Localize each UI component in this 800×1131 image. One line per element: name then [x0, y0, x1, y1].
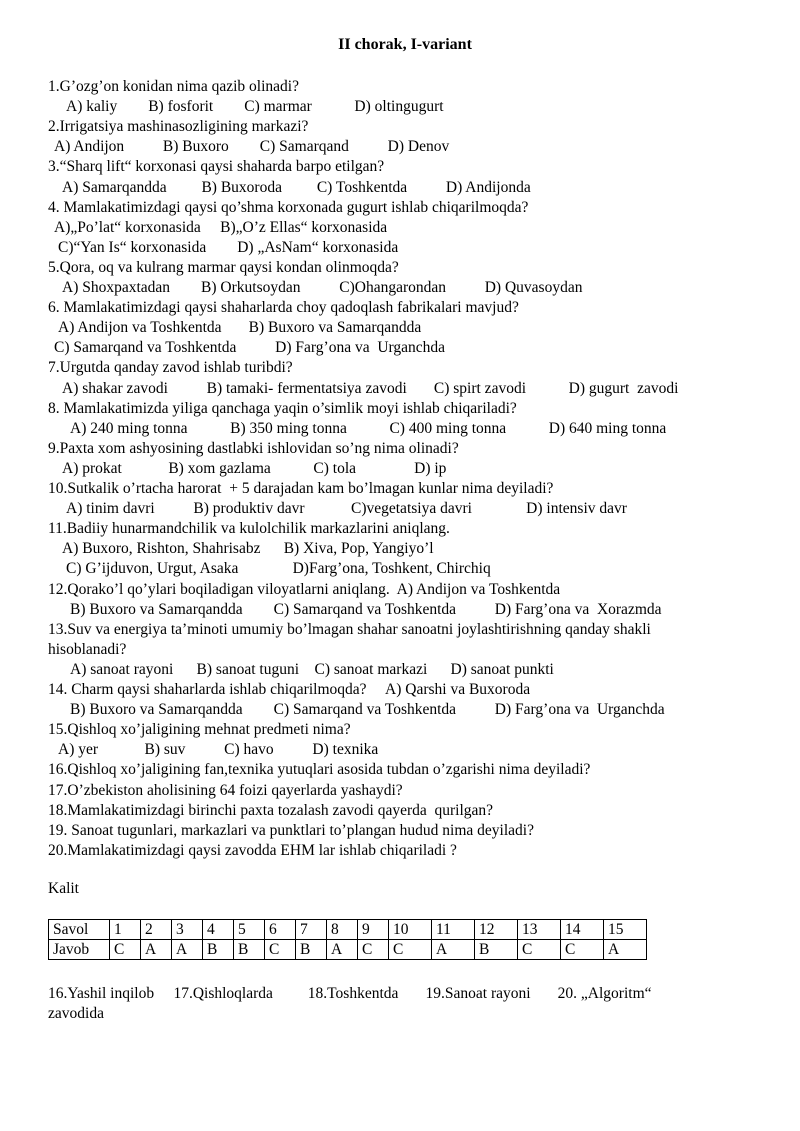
- key-answer-letter: A: [432, 940, 475, 960]
- question-line: A) Buxoro, Rishton, Shahrisabz B) Xiva, Pop, Yangiyo’l: [62, 540, 434, 558]
- question-line: 19. Sanoat tugunlari, markazlari va punktlari to’plangan hudud nima deyiladi?: [48, 821, 534, 839]
- key-question-number: 2: [141, 920, 172, 940]
- question-line: A) Samarqandda B) Buxoroda C) Toshkentda D) Andijonda: [62, 178, 531, 196]
- key-answer-letter: A: [141, 940, 172, 960]
- question-line: A) prokat B) xom gazlama C) tola D) ip: [62, 459, 447, 477]
- question-line: 12.Qorako’l qo’ylari boqiladigan viloyatlarni aniqlang. A) Andijon va Toshkentda: [48, 580, 561, 598]
- question-line: A) sanoat rayoni B) sanoat tuguni C) sanoat markazi D) sanoat punkti: [70, 660, 554, 678]
- question-line: 1.G’ozg’on konidan nima qazib olinadi?: [48, 78, 299, 95]
- question-line: 4. Mamlakatimizdagi qaysi qo’shma korxonada gugurt ishlab chiqarilmoqda?: [48, 198, 529, 216]
- key-answer-letter: C: [561, 940, 604, 960]
- question-line: 14. Charm qaysi shaharlarda ishlab chiqarilmoqda? A) Qarshi va Buxoroda: [48, 681, 531, 698]
- question-line: C) Samarqand va Toshkentda D) Farg’ona va Urganchda: [54, 339, 446, 357]
- answer-key-table: [48, 919, 647, 960]
- key-question-number: 4: [203, 920, 234, 940]
- key-question-number: 6: [265, 920, 296, 940]
- key-question-number: 9: [358, 920, 389, 940]
- question-line: A) shakar zavodi B) tamaki- fermentatsiya zavodi C) spirt zavodi D) gugurt zavodi: [62, 379, 679, 397]
- key-question-number: 15: [604, 920, 647, 940]
- question-line: A) tinim davri B) produktiv davr C)vegetatsiya davri D) intensiv davr: [66, 500, 627, 518]
- answers-line: zavodida: [48, 1005, 104, 1022]
- key-answer-letter: B: [234, 940, 265, 960]
- question-line: 3.“Sharq lift“ korxonasi qaysi shaharda barpo etilgan?: [48, 158, 385, 176]
- question-line: 2.Irrigatsiya mashinasozligining markazi?: [48, 118, 309, 136]
- question-line: A) kaliy B) fosforit C) marmar D) oltingugurt: [66, 98, 444, 116]
- key-row-answers: [49, 940, 647, 960]
- key-answer-letter: A: [604, 940, 647, 960]
- question-line: 10.Sutkalik o’rtacha harorat + 5 darajadan kam bo’lmagan kunlar nima deyiladi?: [48, 480, 554, 497]
- key-answer-letter: C: [110, 940, 141, 960]
- question-line: A) Shoxpaxtadan B) Orkutsoydan C)Ohangarondan D) Quvasoydan: [62, 279, 583, 296]
- question-line: 6. Mamlakatimizdagi qaysi shaharlarda choy qadoqlash fabrikalari mavjud?: [48, 299, 519, 317]
- answers-line: 16.Yashil inqilob 17.Qishloqlarda 18.Toshkentda 19.Sanoat rayoni 20. „Algoritm“: [48, 985, 652, 1002]
- key-answer-letter: A: [327, 940, 358, 960]
- question-line: B) Buxoro va Samarqandda C) Samarqand va Toshkentda D) Farg’ona va Urganchda: [70, 701, 665, 719]
- key-row-label: Javob: [49, 940, 110, 960]
- key-answer-letter: B: [203, 940, 234, 960]
- key-row-questions: [49, 920, 647, 940]
- question-line: 15.Qishloq xo’jaligining mehnat predmeti nima?: [48, 721, 351, 739]
- key-answer-letter: C: [518, 940, 561, 960]
- key-row-label: Savol: [49, 920, 110, 940]
- key-answer-letter: A: [172, 940, 203, 960]
- question-line: A) 240 ming tonna B) 350 ming tonna C) 400 ming tonna D) 640 ming tonna: [70, 419, 667, 437]
- key-answer-letter: C: [265, 940, 296, 960]
- key-question-number: 10: [389, 920, 432, 940]
- question-line: A) Andijon B) Buxoro C) Samarqand D) Denov: [54, 138, 450, 156]
- question-line: 11.Badiiy hunarmandchilik va kulolchilik markazlarini aniqlang.: [48, 520, 450, 538]
- question-line: A)„Po’lat“ korxonasida B)„O’z Ellas“ korxonasida: [54, 218, 388, 236]
- key-question-number: 11: [432, 920, 475, 940]
- key-question-number: 5: [234, 920, 265, 940]
- question-line: hisoblanadi?: [48, 640, 127, 658]
- question-line: 17.O’zbekiston aholisining 64 foizi qayerlarda yashaydi?: [48, 781, 403, 799]
- key-answer-letter: B: [475, 940, 518, 960]
- key-question-number: 13: [518, 920, 561, 940]
- question-line: 18.Mamlakatimizdagi birinchi paxta tozalash zavodi qayerda qurilgan?: [48, 801, 494, 819]
- question-line: A) yer B) suv C) havo D) texnika: [58, 741, 379, 759]
- key-question-number: 1: [110, 920, 141, 940]
- question-line: 7.Urgutda qanday zavod ishlab turibdi?: [48, 359, 293, 377]
- key-answer-letter: B: [296, 940, 327, 960]
- question-line: C)“Yan Is“ korxonasida D) „AsNam“ korxonasida: [58, 238, 399, 256]
- question-line: A) Andijon va Toshkentda B) Buxoro va Samarqandda: [58, 319, 422, 337]
- key-heading: Kalit: [48, 880, 79, 897]
- question-line: 9.Paxta xom ashyosining dastlabki ishlovidan so’ng nima olinadi?: [48, 439, 459, 457]
- key-question-number: 14: [561, 920, 604, 940]
- question-line: 8. Mamlakatimizda yiliga qanchaga yaqin o’simlik moyi ishlab chiqariladi?: [48, 399, 517, 417]
- key-answer-letter: C: [389, 940, 432, 960]
- question-line: 13.Suv va energiya ta’minoti umumiy bo’lmagan shahar sanoatni joylashtirishning qanday shakli: [48, 620, 651, 638]
- key-question-number: 3: [172, 920, 203, 940]
- question-line: C) G’ijduvon, Urgut, Asaka D)Farg’ona, Toshkent, Chirchiq: [66, 560, 491, 578]
- key-question-number: 8: [327, 920, 358, 940]
- key-question-number: 7: [296, 920, 327, 940]
- key-question-number: 12: [475, 920, 518, 940]
- key-answer-letter: C: [358, 940, 389, 960]
- question-line: 20.Mamlakatimizdagi qaysi zavodda EHM lar ishlab chiqariladi ?: [48, 841, 457, 859]
- question-line: 16.Qishloq xo’jaligining fan,texnika yutuqlari asosida tubdan o’zgarishi nima deyiladi?: [48, 761, 591, 779]
- page-title: II chorak, I-variant: [338, 36, 472, 53]
- question-line: B) Buxoro va Samarqandda C) Samarqand va Toshkentda D) Farg’ona va Xorazmda: [70, 600, 662, 618]
- question-line: 5.Qora, oq va kulrang marmar qaysi kondan olinmoqda?: [48, 258, 399, 276]
